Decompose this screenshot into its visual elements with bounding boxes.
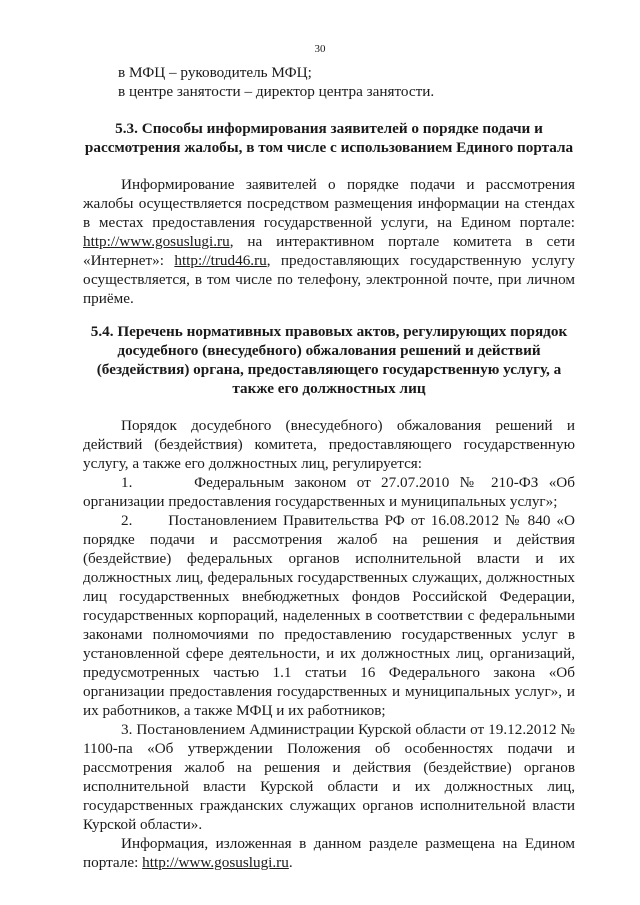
section-5-3-text-b: , на интерактивном портале комитета в сети «Интернет»: [83, 233, 575, 269]
section-5-3-heading: 5.3. Способы информирования заявителей о порядке подачи и рассмотрения жалобы, в том числе с использованием Единого портала [84, 120, 574, 156]
trud46-link[interactable]: http://trud46.ru [174, 252, 267, 269]
gosuslugi-link[interactable]: http://www.gosuslugi.ru [83, 233, 230, 250]
section-5-4-intro: Порядок досудебного (внесудебного) обжалования решений и действий (бездействия) комитета, предоставляющего государственную услугу, а также его должностных лиц, регулируется: [83, 417, 575, 472]
closing-text: Информация, изложенная в данном разделе размещена на Едином портале: [83, 835, 575, 871]
closing-gosuslugi-link[interactable]: http://www.gosuslugi.ru [142, 854, 289, 871]
legal-act-item-1: 1. Федеральным законом от 27.07.2010 № 210-ФЗ «Об организации предоставления государственных и муниципальных услуг»; [83, 474, 575, 510]
legal-act-item-2: 2. Постановлением Правительства РФ от 16.08.2012 № 840 «О порядке подачи и рассмотрения жалоб на решения и действия (бездействие) федеральных органов исполнительной власти и их должностных лиц, федеральных государственных служащих, должностных лиц государственных внебюджетных фондов Российской Федерации, государственных корпораций, наделенных в соответствии с федеральными законами полномочиями по предоставлению государственных услуг в установленной сфере деятельности, и их должностных лиц, организаций, предусмотренных частью 1.1 статьи 16 Федерального закона «Об организации предоставления государственных и муниципальных услуг», и их работников, а также МФЦ и их работников; [83, 512, 575, 719]
section-5-4-closing [83, 834, 575, 872]
section-5-3-text-a: Информирование заявителей о порядке подачи и рассмотрения жалобы осуществляется посредством размещения информации на стендах в местах предоставления государственной услуги, на Едином портале: [83, 176, 575, 231]
section-5-3-text-c: , предоставляющих государственную услугу осуществляется, в том числе по телефону, электронной почте, при личном приёме. [83, 252, 576, 307]
closing-end: . [288, 854, 293, 871]
section-5-3-paragraph [83, 175, 575, 308]
top-line-2: в центре занятости – директор центра занятости. [118, 83, 435, 100]
legal-act-item-3: 3. Постановлением Администрации Курской области от 19.12.2012 № 1100-па «Об утверждении Положения об особенностях подачи и рассмотрения жалоб на решения и действия (бездействие) органов исполнительной власти Курской области и их должностных лиц, государственных гражданских служащих органов исполнительной власти Курской области». [83, 721, 575, 833]
top-line-1: в МФЦ – руководитель МФЦ; [118, 64, 312, 81]
section-5-4-heading: 5.4. Перечень нормативных правовых актов, регулирующих порядок досудебного (внесудебного) обжалования решений и действий (бездействия) органа, предоставляющего государственную услугу, а также его должностных лиц [90, 323, 568, 397]
document-body [83, 63, 575, 872]
page-number: 30 [314, 43, 326, 55]
